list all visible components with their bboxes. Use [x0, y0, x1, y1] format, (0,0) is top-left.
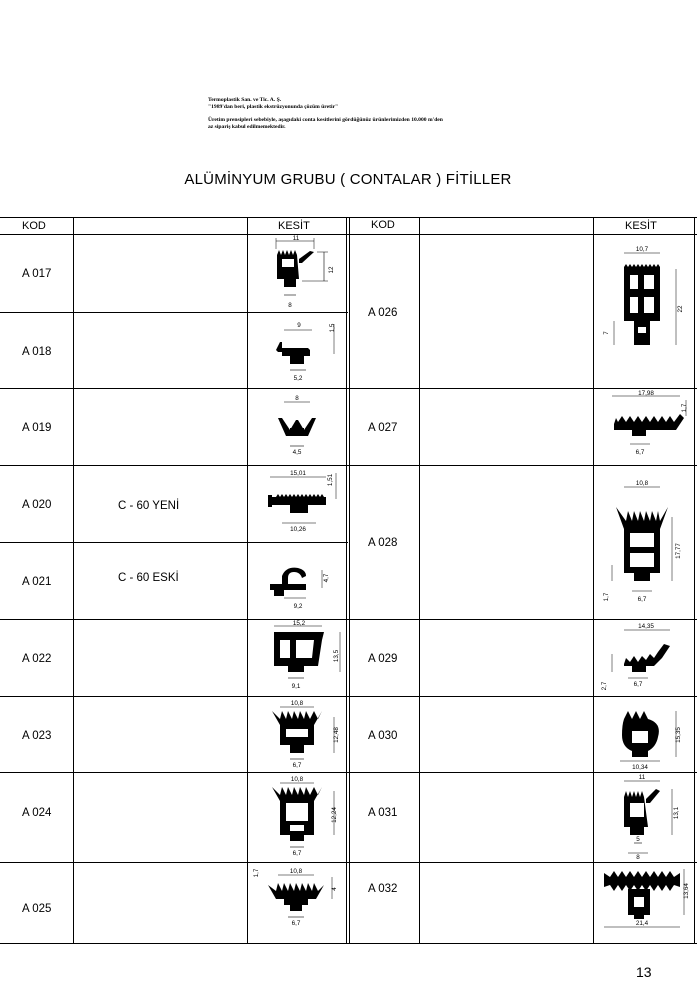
code-a025: A 025: [22, 903, 52, 915]
dim-a031-height: 13,1: [673, 806, 680, 820]
profile-a030-drawing: [598, 697, 694, 773]
dim-a020-width: 15,01: [290, 470, 306, 477]
dim-a029-width: 14,35: [638, 623, 654, 630]
dim-a030-base: 10,34: [632, 764, 648, 771]
dim-a025-height: 4: [331, 887, 338, 891]
code-a031: A 031: [368, 807, 398, 819]
code-a018: A 018: [22, 346, 52, 358]
profile-a017-drawing: [262, 235, 342, 313]
dim-a028-base: 6,7: [637, 596, 647, 603]
dim-a025-width: 10,8: [289, 868, 303, 875]
company-slogan: "1989'dan beri, plastik ekstrüzyonunda çözüm üretir": [208, 104, 339, 110]
dim-a026-width: 10,7: [635, 246, 649, 253]
profile-a024-drawing: [262, 773, 346, 861]
dim-a021-height: 4,7: [323, 573, 330, 583]
header-code-left: KOD: [22, 220, 46, 232]
company-header: [208, 97, 508, 131]
dim-a022-height: 13,5: [333, 649, 340, 663]
profile-a029-drawing: [598, 620, 694, 696]
dim-a018-width: 9: [297, 322, 301, 329]
code-a021: A 021: [22, 576, 52, 588]
dim-a022-width: 15,2: [292, 620, 306, 627]
header-section-left: KESİT: [278, 220, 310, 232]
dim-a026-height: 22: [677, 305, 684, 313]
header-section-right: KESİT: [625, 220, 657, 232]
profile-a023-drawing: [262, 697, 346, 773]
dim-a021-base: 9,2: [293, 603, 303, 610]
profile-a019-drawing: [262, 390, 342, 464]
dim-a023-width: 10,8: [290, 700, 304, 707]
code-a022: A 022: [22, 653, 52, 665]
profile-a026-drawing: [600, 237, 694, 387]
code-a028: A 028: [368, 537, 398, 549]
code-a030: A 030: [368, 730, 398, 742]
note-c60-old: C - 60 ESKİ: [118, 572, 179, 584]
dim-a029-height: 2,7: [601, 681, 608, 691]
dim-a027-base: 6,7: [635, 449, 645, 456]
dim-a031-inner: 5: [636, 836, 640, 843]
dim-a018-base: 5,2: [293, 375, 303, 382]
dim-a024-base: 6,7: [292, 850, 302, 857]
dim-a018-thickness: 1,5: [329, 323, 336, 333]
dim-a024-width: 10,8: [290, 776, 304, 783]
dim-a022-base: 9,1: [291, 683, 301, 690]
code-a026: A 026: [368, 307, 398, 319]
dim-a032-width: 21,4: [635, 920, 649, 927]
code-a032: A 032: [368, 883, 398, 895]
dim-a017-height: 12: [328, 266, 335, 274]
header-code-right: KOD: [371, 219, 395, 231]
profile-a032-drawing: [596, 863, 694, 943]
profile-a021-drawing: [262, 544, 342, 618]
code-a023: A 023: [22, 730, 52, 742]
dim-a026-foot: 7: [603, 331, 610, 335]
order-notice-line1: Üretim prensipleri sebebiyle, aşagıdaki conta kesitlerini gördüğünüz ürünlerimizden 10.000 m'den: [208, 117, 443, 123]
code-a020: A 020: [22, 499, 52, 511]
company-name: Termoplastik San. ve Tic. A. Ş.: [208, 97, 282, 103]
dim-a029-base: 6,7: [633, 681, 643, 688]
code-a029: A 029: [368, 653, 398, 665]
order-notice-line2: az sipariş kabul edilmemektedir.: [208, 124, 286, 130]
code-a024: A 024: [22, 807, 52, 819]
profile-a027-drawing: [600, 390, 694, 464]
code-a019: A 019: [22, 422, 52, 434]
dim-a019-base: 4,5: [292, 449, 302, 456]
dim-a025-base: 6,7: [291, 920, 301, 927]
profile-a018-drawing: [262, 314, 346, 388]
dim-a031-width: 11: [638, 774, 646, 781]
dim-a028-height: 17,77: [675, 543, 682, 559]
dim-a020-thickness: 1,51: [327, 473, 334, 487]
page-number: 13: [636, 964, 652, 980]
profile-a031-drawing: [598, 773, 694, 861]
code-a027: A 027: [368, 422, 398, 434]
dim-a027-width: 17,98: [638, 390, 654, 397]
dim-a024-height: 12,24: [331, 807, 338, 823]
dim-a027-thickness: 1,7: [681, 403, 688, 413]
dim-a031-base: 8: [636, 854, 640, 861]
dim-a017-width: 11: [292, 235, 300, 242]
code-a017: A 017: [22, 268, 52, 280]
dim-a025-lip: 1,7: [253, 868, 260, 878]
page-title: ALÜMİNYUM GRUBU ( CONTALAR ) FİTİLLER: [184, 171, 512, 188]
dim-a030-height: 15,35: [675, 727, 682, 743]
profile-a025-drawing: [248, 863, 346, 943]
dim-a028-foot: 1,7: [603, 592, 610, 602]
dim-a023-height: 12,48: [333, 727, 340, 743]
dim-a023-base: 6,7: [292, 762, 302, 769]
dim-a019-width: 8: [295, 395, 299, 402]
profile-a020-drawing: [260, 467, 346, 541]
dim-a028-width: 10,8: [635, 480, 649, 487]
profile-a022-drawing: [262, 620, 346, 696]
dim-a032-height: 13,64: [683, 883, 690, 899]
dim-a017-base: 8: [288, 302, 292, 309]
profile-a028-drawing: [598, 467, 694, 617]
note-c60-new: C - 60 YENİ: [118, 500, 180, 512]
dim-a020-base: 10,26: [290, 526, 306, 533]
